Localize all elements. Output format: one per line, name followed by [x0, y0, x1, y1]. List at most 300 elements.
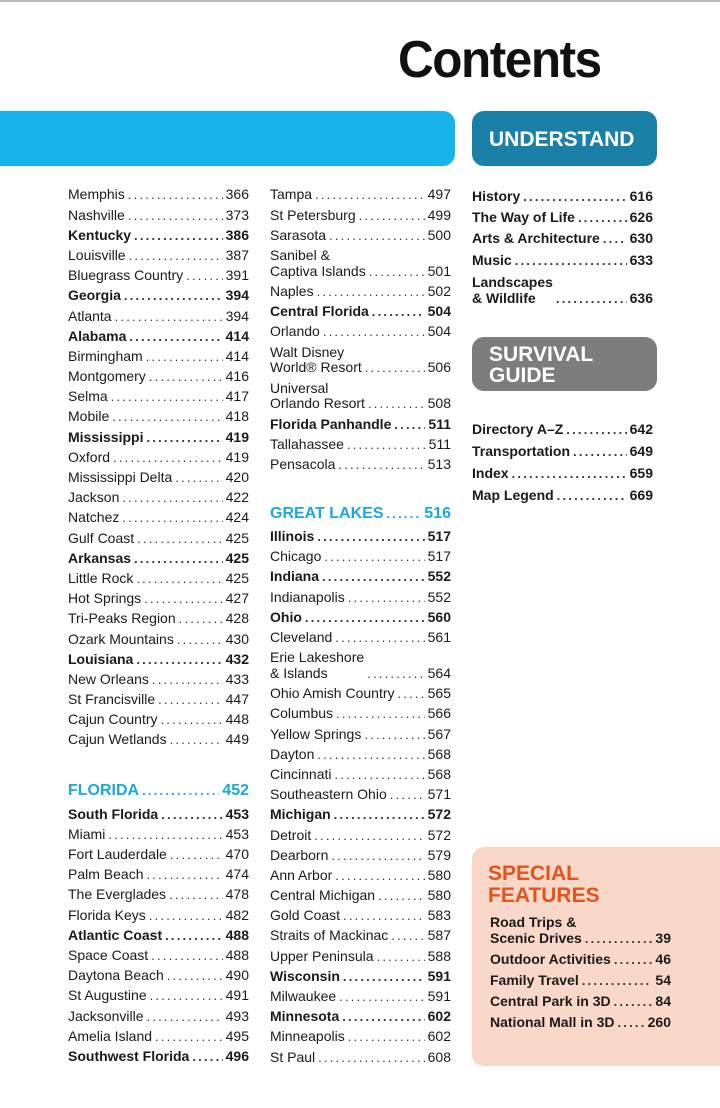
page-number: 495	[225, 1027, 249, 1044]
page-number: 506	[427, 359, 451, 376]
page-number: 433	[225, 670, 249, 687]
entry-title: Memphis	[68, 186, 125, 203]
toc-entry-central-park-in-3d	[490, 991, 671, 1012]
entry-title: Ohio	[270, 608, 302, 625]
page-number: 517	[427, 548, 451, 565]
entry-title: Atlantic Coast	[68, 926, 163, 943]
toc-entry-gold-coast	[270, 906, 451, 926]
dot-leader	[377, 949, 425, 965]
entry-title: Universal Orlando Resort	[270, 379, 365, 412]
region-heading-great-lakes	[270, 502, 451, 526]
dot-leader	[315, 187, 425, 203]
dot-leader	[124, 288, 223, 304]
page-number: 422	[225, 489, 249, 506]
toc-entry-space-coast	[68, 946, 249, 966]
entry-title: Georgia	[68, 287, 121, 304]
dot-leader	[146, 1009, 222, 1025]
toc-entry-chicago	[270, 547, 451, 567]
entry-title: Nashville	[68, 206, 125, 223]
toc-entry-natchez	[68, 508, 249, 528]
dot-leader	[614, 994, 653, 1010]
toc-entry-atlantic-coast	[68, 925, 249, 945]
toc-entry-alabama	[68, 326, 249, 346]
dot-leader	[179, 611, 223, 627]
page-number: 418	[225, 408, 249, 425]
entry-title: Cajun Wetlands	[68, 731, 167, 748]
entry-title: Indianapolis	[270, 588, 345, 605]
toc-entry-milwaukee	[270, 987, 451, 1007]
toc-entry-the-way-of-life	[472, 206, 653, 227]
entry-title: Map Legend	[472, 487, 554, 504]
toc-entry-kentucky	[68, 225, 249, 245]
entry-title: Dayton	[270, 745, 315, 762]
toc-entry-tri-peaks-region	[68, 609, 249, 629]
toc-entry-detroit	[270, 825, 451, 845]
survival-guide-heading	[472, 337, 657, 391]
entry-title: Chicago	[270, 548, 322, 565]
entry-title: Palm Beach	[68, 866, 144, 883]
dot-leader	[170, 847, 223, 863]
entry-title: Naples	[270, 282, 314, 299]
page-number: 565	[427, 685, 451, 702]
toc-entry-atlanta	[68, 306, 249, 326]
page-number: 571	[427, 786, 451, 803]
toc-entry-mobile	[68, 407, 249, 427]
page-number: 453	[225, 805, 249, 822]
toc-entry-tallahassee	[270, 434, 451, 454]
dot-leader	[523, 189, 626, 205]
dot-leader	[136, 571, 222, 587]
page-number: 497	[427, 186, 451, 203]
entry-title: Erie Lakeshore & Islands	[270, 649, 365, 682]
dot-leader	[338, 457, 424, 473]
entry-title: Sarasota	[270, 226, 327, 243]
page-number: 642	[629, 421, 653, 438]
page-number: 501	[427, 262, 451, 279]
entry-title: Indiana	[270, 568, 320, 585]
toc-entry-pensacola	[270, 455, 451, 475]
dot-leader	[339, 989, 425, 1005]
page-number: 490	[225, 967, 249, 984]
page-number: 504	[427, 323, 451, 340]
toc-entry-cajun-wetlands	[68, 730, 249, 750]
dot-leader	[115, 309, 223, 325]
entry-title: Mississippi	[68, 428, 144, 445]
toc-entry-hot-springs	[68, 589, 249, 609]
dot-leader	[557, 488, 627, 504]
entry-title: Fort Lauderdale	[68, 846, 167, 863]
entry-title: Road Trips & Scenic Drives	[490, 914, 582, 947]
entry-title: St Petersburg	[270, 206, 356, 223]
entry-title: Cleveland	[270, 629, 333, 646]
toc-entry-palm-beach	[68, 865, 249, 885]
dot-leader	[512, 466, 627, 482]
page-number: 470	[225, 846, 249, 863]
entry-title: National Mall in 3D	[490, 1014, 615, 1031]
page-number: 630	[629, 230, 653, 247]
dot-leader	[149, 908, 223, 924]
contents-column-1	[68, 185, 249, 1067]
page-number: 587	[427, 927, 451, 944]
dot-leader	[146, 867, 222, 883]
dot-leader	[151, 948, 222, 964]
entry-title: Birmingham	[68, 347, 143, 364]
dot-leader	[556, 291, 627, 307]
toc-entry-jacksonville	[68, 1006, 249, 1026]
entry-title: Ozark Mountains	[68, 630, 174, 647]
dot-leader	[582, 973, 653, 989]
page-number: 636	[629, 289, 653, 306]
entry-title: Milwaukee	[270, 988, 337, 1005]
section-spacer	[68, 750, 249, 779]
dot-leader	[314, 828, 424, 844]
page-number: 608	[427, 1048, 451, 1065]
dot-leader	[144, 591, 222, 607]
toc-entry-miami	[68, 824, 249, 844]
toc-entry-sanibel-captiva-islands	[270, 246, 451, 282]
dot-leader	[128, 187, 223, 203]
dot-leader	[347, 437, 426, 453]
page-number: 491	[225, 987, 249, 1004]
page-number: 425	[225, 529, 249, 546]
toc-entry-st-paul	[270, 1047, 451, 1067]
entry-title: New Orleans	[68, 670, 149, 687]
page-number: 453	[225, 825, 249, 842]
entry-title: Cajun Country	[68, 711, 158, 728]
entry-title: Michigan	[270, 806, 331, 823]
page-number: 511	[428, 435, 451, 452]
page-number: 394	[225, 287, 249, 304]
page-number: 516	[424, 504, 451, 522]
top-rule	[0, 0, 720, 2]
toc-entry-landscapes-wildlife	[472, 271, 653, 309]
page-number: 414	[225, 327, 249, 344]
toc-entry-tampa	[270, 185, 451, 205]
page-number: 499	[427, 206, 451, 223]
dot-leader	[603, 231, 627, 247]
dot-leader	[391, 928, 424, 944]
toc-entry-naples	[270, 282, 451, 302]
dot-leader	[334, 767, 424, 783]
entry-title: Arts & Architecture	[472, 230, 600, 247]
entry-title: Jacksonville	[68, 1007, 144, 1024]
entry-title: The Everglades	[68, 886, 167, 903]
page-number: 414	[225, 347, 249, 364]
dot-leader	[331, 848, 424, 864]
entry-title: Southwest Florida	[68, 1047, 190, 1064]
dot-leader	[578, 210, 627, 226]
dot-leader	[134, 551, 223, 567]
dot-leader	[175, 470, 222, 486]
page-number: 478	[225, 886, 249, 903]
survival-guide-label: SURVIVAL GUIDE	[489, 343, 594, 387]
toc-entry-upper-peninsula	[270, 946, 451, 966]
dot-leader	[305, 610, 425, 626]
entry-title: Florida Keys	[68, 906, 146, 923]
dot-leader	[342, 1009, 424, 1025]
toc-entry-ohio-amish-country	[270, 684, 451, 704]
page-number: 420	[225, 469, 249, 486]
page-number: 560	[427, 608, 451, 625]
toc-entry-yellow-springs	[270, 724, 451, 744]
entry-title: Mobile	[68, 408, 110, 425]
page-number: 580	[427, 887, 451, 904]
page-number: 430	[225, 630, 249, 647]
entry-title: Gulf Coast	[68, 529, 135, 546]
entry-title: FLORIDA	[68, 782, 140, 800]
page-number: 447	[225, 691, 249, 708]
page-number: 424	[225, 509, 249, 526]
dot-leader	[386, 505, 421, 523]
entry-title: Space Coast	[68, 946, 149, 963]
toc-entry-amelia-island	[68, 1026, 249, 1046]
page-number: 626	[629, 208, 653, 225]
toc-entry-dayton	[270, 744, 451, 764]
entry-title: Ann Arbor	[270, 866, 333, 883]
toc-entry-cleveland	[270, 628, 451, 648]
entry-title: Straits of Mackinac	[270, 927, 389, 944]
toc-entry-cajun-country	[68, 710, 249, 730]
dot-leader	[111, 389, 223, 405]
toc-entry-florida-keys	[68, 905, 249, 925]
toc-entry-bluegrass-country	[68, 266, 249, 286]
understand-list	[472, 185, 653, 309]
entry-title: Upper Peninsula	[270, 947, 374, 964]
dot-leader	[161, 712, 223, 728]
toc-entry-daytona-beach	[68, 966, 249, 986]
dot-leader	[364, 727, 424, 743]
toc-entry-little-rock	[68, 569, 249, 589]
dot-leader	[317, 284, 425, 300]
page-number: 419	[225, 448, 249, 465]
entry-title: Little Rock	[68, 569, 134, 586]
section-spacer	[270, 475, 451, 502]
dot-leader	[129, 329, 222, 345]
understand-heading: UNDERSTAND	[472, 111, 657, 166]
survival-guide-list	[472, 418, 653, 506]
toc-entry-map-legend	[472, 484, 653, 506]
dot-leader	[367, 666, 424, 682]
entry-title: St Francisville	[68, 691, 156, 708]
toc-entry-st-petersburg	[270, 205, 451, 225]
dot-leader	[170, 732, 223, 748]
entry-title: Hot Springs	[68, 590, 142, 607]
entry-title: Tampa	[270, 186, 313, 203]
page-number: 659	[629, 465, 653, 482]
dot-leader	[112, 409, 222, 425]
entry-title: The Way of Life	[472, 208, 575, 225]
toc-entry-cincinnati	[270, 765, 451, 785]
dot-leader	[343, 969, 425, 985]
dot-leader	[614, 952, 653, 968]
page-number: 602	[427, 1008, 451, 1025]
page-number: 488	[225, 926, 249, 943]
page-number: 46	[655, 951, 671, 968]
page-number: 419	[225, 428, 249, 445]
dot-leader	[317, 747, 424, 763]
page-number: 504	[427, 303, 451, 320]
entry-title: Wisconsin	[270, 967, 340, 984]
page-number: 502	[427, 282, 451, 299]
page-number: 452	[222, 782, 249, 800]
entry-title: Landscapes & Wildlife	[472, 273, 553, 306]
toc-entry-dearborn	[270, 845, 451, 865]
entry-title: Cincinnati	[270, 765, 332, 782]
dot-leader	[566, 422, 626, 438]
dot-leader	[177, 632, 223, 648]
entry-title: Minnesota	[270, 1008, 340, 1025]
toc-entry-orlando	[270, 322, 451, 342]
toc-entry-road-trips-scenic-drives	[490, 915, 671, 949]
toc-entry-central-florida	[270, 302, 451, 322]
toc-entry-georgia	[68, 286, 249, 306]
page-number: 567	[427, 725, 451, 742]
dot-leader	[398, 686, 425, 702]
entry-title: Minneapolis	[270, 1028, 345, 1045]
entry-title: Amelia Island	[68, 1027, 153, 1044]
entry-title: Orlando	[270, 323, 320, 340]
entry-title: St Augustine	[68, 987, 147, 1004]
region-heading-florida	[68, 779, 249, 803]
entry-title: GREAT LAKES	[270, 504, 384, 522]
dot-leader	[323, 324, 425, 340]
toc-entry-index	[472, 462, 653, 484]
page-number: 561	[427, 629, 451, 646]
toc-entry-ann-arbor	[270, 866, 451, 886]
page-number: 588	[427, 947, 451, 964]
page-number: 432	[225, 650, 249, 667]
toc-entry-louisiana	[68, 649, 249, 669]
entry-title: Gold Coast	[270, 907, 341, 924]
entry-title: Louisville	[68, 246, 126, 263]
page-number: 488	[225, 946, 249, 963]
toc-entry-gulf-coast	[68, 528, 249, 548]
entry-title: Sanibel & Captiva Islands	[270, 246, 366, 279]
dot-leader	[149, 369, 223, 385]
dot-leader	[318, 1050, 425, 1066]
entry-title: Bluegrass Country	[68, 267, 184, 284]
dot-leader	[129, 248, 223, 264]
toc-entry-minnesota	[270, 1007, 451, 1027]
dot-leader	[146, 430, 222, 446]
page-number: 580	[427, 866, 451, 883]
toc-entry-nashville	[68, 205, 249, 225]
entry-title: Alabama	[68, 327, 127, 344]
dot-leader	[169, 887, 223, 903]
page-number: 602	[427, 1028, 451, 1045]
entry-title: Walt Disney World® Resort	[270, 343, 362, 376]
toc-entry-new-orleans	[68, 670, 249, 690]
toc-entry-louisville	[68, 246, 249, 266]
entry-title: South Florida	[68, 805, 159, 822]
page-number: 513	[427, 455, 451, 472]
dot-leader	[329, 228, 425, 244]
toc-entry-arts-architecture	[472, 228, 653, 249]
page-number: 391	[225, 267, 249, 284]
page-number: 482	[225, 906, 249, 923]
dot-leader	[137, 531, 223, 547]
toc-entry-illinois	[270, 527, 451, 547]
page-number: 633	[629, 251, 653, 268]
page-number: 428	[225, 610, 249, 627]
page-number: 417	[225, 388, 249, 405]
dot-leader	[142, 782, 219, 800]
dot-leader	[335, 868, 424, 884]
page-number: 449	[225, 731, 249, 748]
toc-entry-southwest-florida	[68, 1047, 249, 1067]
entry-title: Kentucky	[68, 226, 132, 243]
toc-entry-music	[472, 249, 653, 270]
toc-entry-florida-panhandle	[270, 414, 451, 434]
dot-leader	[165, 928, 223, 944]
dot-leader	[158, 692, 223, 708]
entry-title: Atlanta	[68, 307, 112, 324]
dot-leader	[390, 787, 425, 803]
toc-entry-oxford	[68, 447, 249, 467]
toc-entry-central-michigan	[270, 886, 451, 906]
toc-entry-birmingham	[68, 347, 249, 367]
dot-leader	[128, 208, 223, 224]
toc-entry-fort-lauderdale	[68, 845, 249, 865]
toc-entry-directory-a-z	[472, 418, 653, 440]
dot-leader	[359, 208, 425, 224]
dot-leader	[113, 450, 223, 466]
toc-entry-mississippi	[68, 427, 249, 447]
dot-leader	[108, 827, 222, 843]
entry-title: Columbus	[270, 705, 334, 722]
dot-leader	[343, 908, 425, 924]
page-number: 496	[225, 1047, 249, 1064]
page-title: Contents	[398, 31, 601, 89]
dot-leader	[334, 807, 425, 823]
page-number: 572	[427, 826, 451, 843]
toc-entry-jackson	[68, 488, 249, 508]
dot-leader	[324, 549, 424, 565]
page-number: 84	[655, 993, 671, 1010]
entry-title: Yellow Springs	[270, 725, 362, 742]
dot-leader	[146, 349, 223, 365]
toc-entry-st-augustine	[68, 986, 249, 1006]
page-number: 591	[427, 967, 451, 984]
page-number: 572	[427, 806, 451, 823]
page-number: 416	[225, 368, 249, 385]
page-number: 373	[225, 206, 249, 223]
entry-title: Index	[472, 465, 509, 482]
entry-title: Dearborn	[270, 846, 329, 863]
dot-leader	[369, 264, 425, 280]
page-number: 366	[225, 186, 249, 203]
page-number: 500	[427, 226, 451, 243]
dot-leader	[136, 652, 222, 668]
dot-leader	[317, 529, 424, 545]
entry-title: Tri-Peaks Region	[68, 610, 176, 627]
dot-leader	[322, 569, 425, 585]
toc-entry-michigan	[270, 805, 451, 825]
dot-leader	[368, 396, 425, 412]
page-number: 39	[655, 930, 671, 947]
page-number: 511	[428, 415, 451, 432]
dot-leader	[167, 968, 223, 984]
page-number: 566	[427, 705, 451, 722]
page-number: 616	[629, 187, 653, 204]
toc-entry-indianapolis	[270, 587, 451, 607]
entry-title: Ohio Amish Country	[270, 685, 395, 702]
entry-title: Pensacola	[270, 455, 336, 472]
toc-entry-south-florida	[68, 804, 249, 824]
entry-title: Jackson	[68, 489, 120, 506]
special-features-heading: SPECIAL FEATURES	[488, 862, 600, 907]
toc-entry-sarasota	[270, 225, 451, 245]
